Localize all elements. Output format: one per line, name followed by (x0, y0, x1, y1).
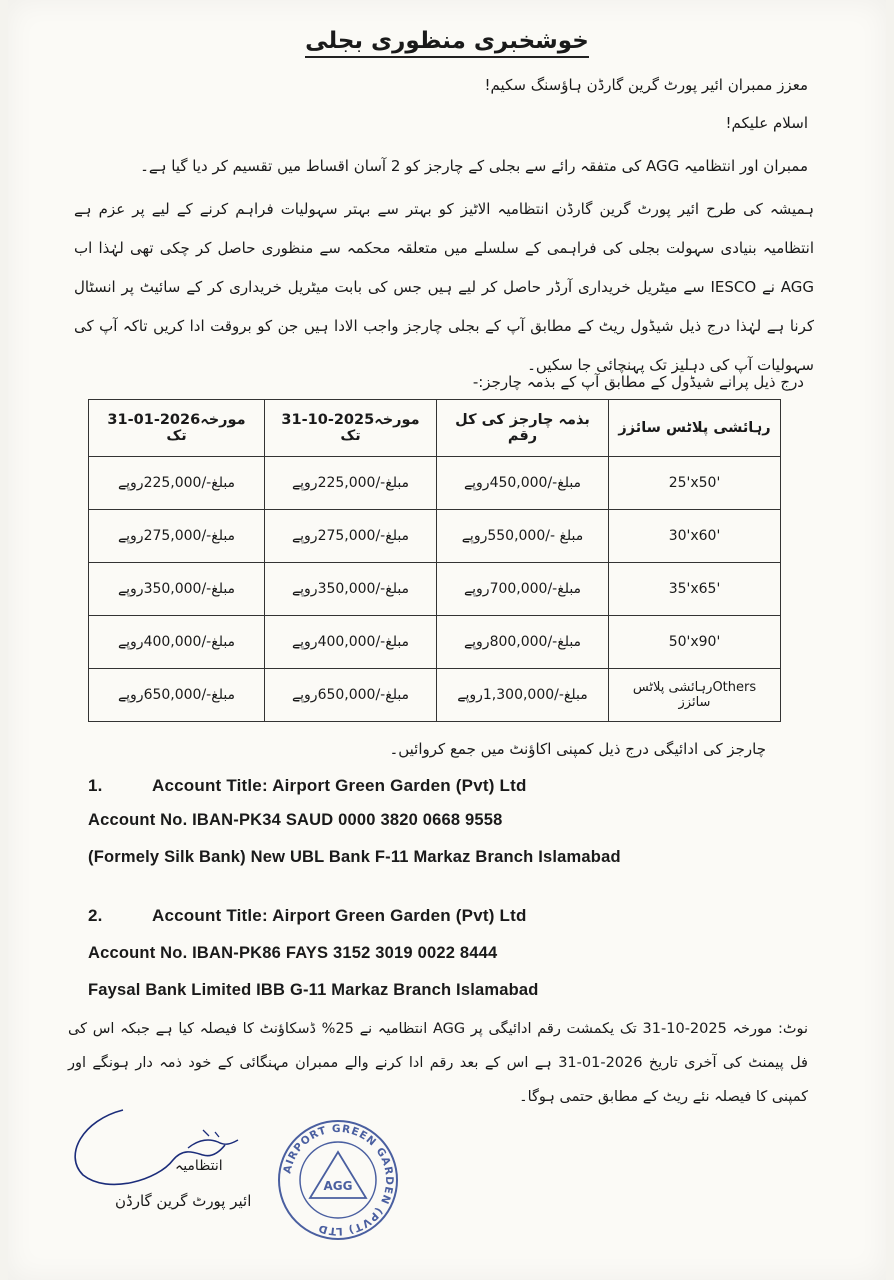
account-2-iban: Account No. IBAN-PK86 FAYS 3152 3019 0022 8444 (88, 944, 498, 962)
page-title: خوشخبری منظوری بجلی (8, 28, 886, 54)
account-1-bank: (Formely Silk Bank) New UBL Bank F-11 Markaz Branch Islamabad (88, 848, 621, 866)
installment-1-cell: مبلغ-/225,000روپے (265, 457, 437, 510)
salutation: اسلام علیکم! (725, 114, 808, 132)
table-row (89, 510, 781, 563)
installment-2-cell: مبلغ-/400,000روپے (89, 616, 265, 669)
total-charge-cell: مبلغ-/800,000روپے (437, 616, 609, 669)
plot-size-cell: 50'x90' (609, 616, 781, 669)
schedule-intro: درج ذیل پرانے شیڈول کے مطابق آپ کے بذمہ چارجز:- (472, 373, 804, 391)
installment-1-cell: مبلغ-/400,000روپے (265, 616, 437, 669)
signature-line-2: ائیر پورٹ گرین گارڈن (115, 1192, 252, 1210)
footnote: نوٹ: مورخہ 2025-10-31 تک یکمشت رقم ادائیگی پر AGG انتظامیہ نے 25% ڈسکاؤنٹ کا فیصلہ کیا ہے جبکہ اس کی فل پیمنٹ کی آخری تاریخ 2026-01-31 ہے اس کے بعد رقم ادا کرنے والے ممبران مہنگائی کے خود ذمہ دار ہونگے اور کمپنی کا فیصلہ نئے ریٹ کے مطابق حتمی ہوگا۔ (68, 1021, 809, 1105)
body-paragraph: ہمیشہ کی طرح ائیر پورٹ گرین گارڈن انتظامیہ الاٹیز کو بہتر سے بہتر سہولیات فراہم کرنے کے لیے پر عزم ہے انتظامیہ بنیادی سہولت بجلی کی فراہمی کے سلسلے میں متعلقہ محکمہ سے منظوری حاصل کر چکی تھی لہٰذا اب AGG نے IESCO سے میٹریل خریداری آرڈر حاصل کر لیے ہیں جس کی بابت میٹریل خریداری کر کے سائیٹ پر انسٹال کرنا ہے لہٰذا درج ذیل شیڈول ریٹ کے مطابق آپ کے بجلی چارجز واجب الادا ہیں جن کو بروقت ادا کریں تاکہ آپ کی سہولیات آپ کی دہلیز تک پہنچائی جا سکیں۔ (74, 200, 814, 374)
account-1-iban: Account No. IBAN-PK34 SAUD 0000 3820 0668 9558 (88, 811, 503, 829)
stamp-logo-text: AGG (323, 1179, 353, 1193)
header-plot-size: رہائشی پلاٹس سائزز (609, 400, 781, 457)
header-installment-1: مورخہ2025-10-31 تک (265, 400, 437, 457)
greeting: معزز ممبران ائیر پورٹ گرین گارڈن ہاؤسنگ سکیم! (484, 76, 808, 94)
signature-mark (63, 1100, 273, 1190)
letter-page (8, 0, 886, 1280)
signature-block (63, 1100, 273, 1230)
installment-2-cell: مبلغ-/650,000روپے (89, 669, 265, 722)
total-charge-cell: مبلغ-/1,300,000روپے (437, 669, 609, 722)
installment-1-cell: مبلغ-/275,000روپے (265, 510, 437, 563)
total-charge-cell: مبلغ-/450,000روپے (437, 457, 609, 510)
installment-2-cell: مبلغ-/225,000روپے (89, 457, 265, 510)
payment-instruction: چارجز کی ادائیگی درج ذیل کمپنی اکاؤنٹ میں جمع کروائیں۔ (389, 740, 766, 758)
table-row (89, 669, 781, 722)
account-1-title-line (88, 776, 527, 796)
installment-1-cell: مبلغ-/350,000روپے (265, 563, 437, 616)
table-header-row (89, 400, 781, 457)
table-row (89, 616, 781, 669)
installment-1-cell: مبلغ-/650,000روپے (265, 669, 437, 722)
stamp-ring-text: AIRPORT GREEN GARDEN (PVT) LTD (281, 1122, 396, 1238)
plot-size-cell: Othersرہائشی پلاٹس سائزز (609, 669, 781, 722)
total-charge-cell: مبلغ -/550,000روپے (437, 510, 609, 563)
installment-2-cell: مبلغ-/350,000روپے (89, 563, 265, 616)
signature-line-1: انتظامیہ (175, 1158, 223, 1174)
account-2-bank: Faysal Bank Limited IBB G-11 Markaz Branch Islamabad (88, 981, 539, 999)
account-2-title-line (88, 906, 527, 926)
account-2-number: 2. (88, 906, 103, 925)
plot-size-cell: 35'x65' (609, 563, 781, 616)
table-row (89, 457, 781, 510)
table-row (89, 563, 781, 616)
account-2-title: Account Title: Airport Green Garden (Pvt) Ltd (152, 906, 527, 925)
plot-size-cell: 30'x60' (609, 510, 781, 563)
installment-2-cell: مبلغ-/275,000روپے (89, 510, 265, 563)
header-installment-2: مورخہ2026-01-31 تک (89, 400, 265, 457)
intro-text: ممبران اور انتظامیہ AGG کی متفقہ رائے سے بجلی کے چارجز کو 2 آسان اقساط میں تقسیم کر دیا گیا ہے۔ (140, 157, 808, 175)
header-total-charges: بذمہ چارجز کی کل رقم (437, 400, 609, 457)
company-seal-icon (276, 1118, 400, 1242)
account-1-number: 1. (88, 776, 103, 795)
charges-table (88, 399, 781, 722)
company-stamp (276, 1118, 400, 1242)
total-charge-cell: مبلغ-/700,000روپے (437, 563, 609, 616)
plot-size-cell: 25'x50' (609, 457, 781, 510)
account-1-title: Account Title: Airport Green Garden (Pvt) Ltd (152, 776, 527, 795)
